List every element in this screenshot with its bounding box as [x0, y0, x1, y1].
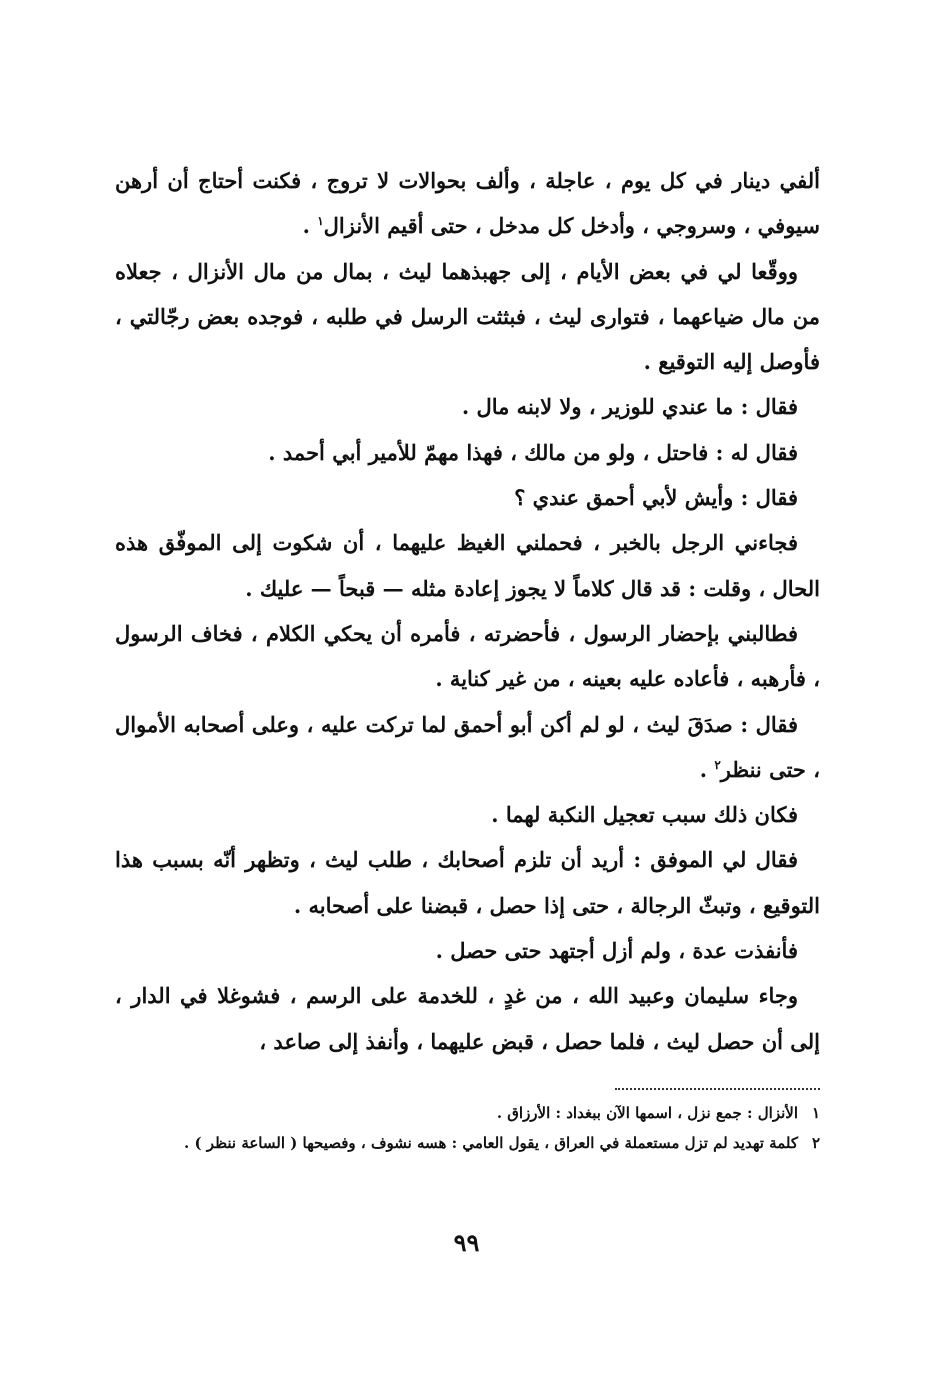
- footnotes: [115, 1098, 820, 1158]
- footnote-1: [115, 1098, 820, 1128]
- paragraph-1: ألفي دينار في كل يوم ، عاجلة ، وألف بحوالات لا تروج ، فكنت أحتاج أن أرهن سيوفي ، وسروجي ، وأدخل كل مدخل ، حتى أقيم الأنزال$^١$ .: [115, 168, 820, 239]
- paragraph-3: فقال : ما عندي للوزير ، ولا لابنه مال .: [461, 394, 798, 420]
- paragraph-5: فقال : وأيش لأبي أحمق عندي ؟: [514, 485, 798, 511]
- footnote-2: [115, 1128, 820, 1158]
- main-text: [115, 158, 820, 1064]
- paragraph-4: فقال له : فاحتل ، ولو من مالك ، فهذا مهمّ للأمير أبي أحمد .: [268, 439, 798, 465]
- paragraph-9: فكان ذلك سبب تعجيل النكبة لهما .: [491, 802, 798, 828]
- footnote-divider: [615, 1088, 820, 1090]
- footnote-text: كلمة تهديد لم تزل مستعملة في العراق ، يقول العامي : هسه نشوف ، وفصيحها ( الساعة ننظر ) .: [184, 1134, 798, 1152]
- footnote-number: ٢: [811, 1134, 820, 1152]
- footnote-ref-2: ٢: [714, 757, 721, 772]
- footnote-text: الأنزال : جمع نزل ، اسمها الآن ببغداد : الأرزاق .: [496, 1104, 798, 1122]
- paragraph-11: فأنفذت عدة ، ولم أزل أجتهد حتى حصل .: [435, 938, 798, 964]
- paragraph-2: ووقّعا لي في بعض الأيام ، إلى جهبذهما ليث ، بمال من مال الأنزال ، جعلاه من مال ضياعهما ، فتوارى ليث ، فبثثت الرسل في طلبه ، فوجده بعض رجّالتي ، فأوصل إليه التوقيع .: [115, 258, 820, 375]
- paragraph-7: فطالبني بإحضار الرسول ، فأحضرته ، فأمره أن يحكي الكلام ، فخاف الرسول ، فأرهبه ، فأعاده عليه بعينه ، من غير كناية .: [115, 620, 820, 692]
- footnote-number: ١: [811, 1104, 820, 1122]
- paragraph-6: فجاءني الرجل بالخبر ، فحملني الغيظ عليهما ، أن شكوت إلى الموفّق هذه الحال ، وقلت : قد قال كلاماً لا يجوز إعادة مثله — قبحاً — عليك .: [115, 530, 820, 601]
- paragraph-12: وجاء سليمان وعبيد الله ، من غدٍ ، للخدمة على الرسم ، فشوغلا في الدار ، إلى أن حصل ليث ، فلما حصل ، قبض عليهما ، وأنفذ إلى صاعد ،: [115, 983, 820, 1054]
- footnote-ref-1: ١: [317, 214, 324, 229]
- paragraph-8: فقال : صدَقَ ليث ، لو لم أكن أبو أحمق لما تركت عليه ، وعلى أصحابه الأموال ، حتى ننظر$^٢$ .: [115, 711, 820, 782]
- page-number: ٩٩: [453, 1228, 480, 1257]
- paragraph-10: فقال لي الموفق : أريد أن تلزم أصحابك ، طلب ليث ، وتظهر أنّه بسبب هذا التوقيع ، وتبثّ الرجالة ، حتى إذا حصل ، قبضنا على أصحابه .: [115, 847, 820, 918]
